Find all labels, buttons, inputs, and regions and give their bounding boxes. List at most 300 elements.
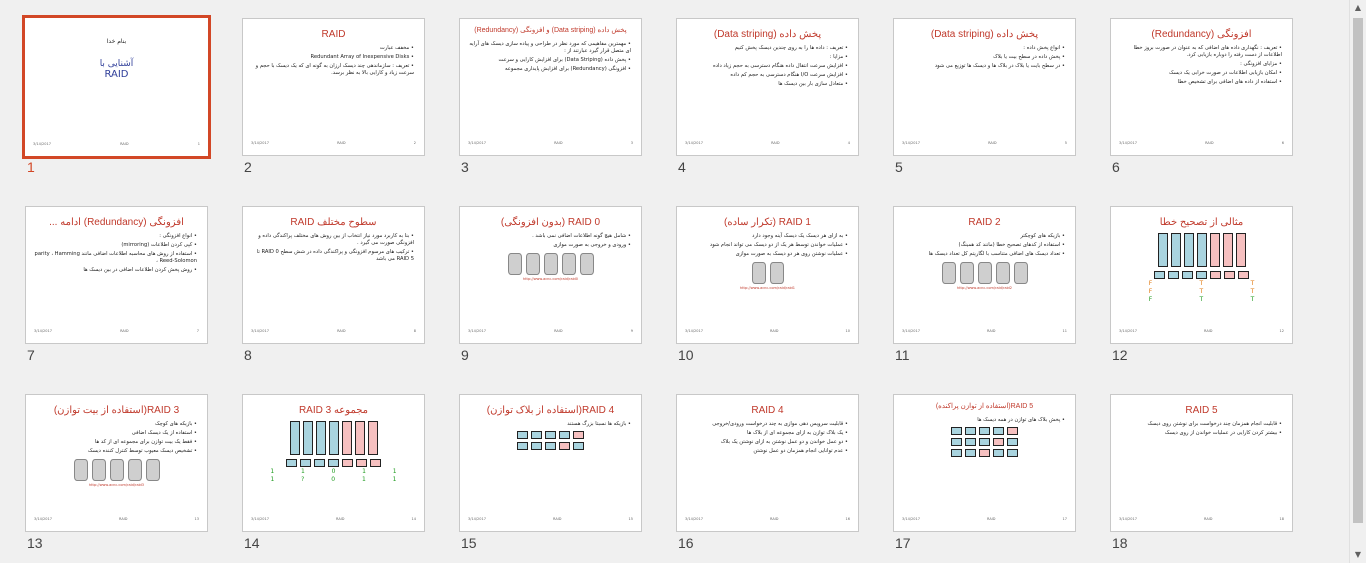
slide-footer <box>685 141 850 147</box>
slide-number: 11 <box>895 347 910 363</box>
slide-preview[interactable] <box>893 206 1076 344</box>
slide-bullets <box>902 45 1065 70</box>
slide-number: 5 <box>895 159 903 175</box>
slide-footer <box>685 329 850 335</box>
block-cell <box>1007 449 1018 457</box>
slide-text: آشنایی با <box>99 59 134 69</box>
slide-preview[interactable] <box>676 18 859 156</box>
slide-preview[interactable] <box>22 15 211 159</box>
block-cell <box>517 442 528 450</box>
bullet-text: • ورودی و خروجی به صورت موازی <box>468 242 631 249</box>
bullet-text: • بازیکه ها نسبتا بزرگ هستند <box>468 421 631 428</box>
source-link: http://www.acnc.com/raid/raid1 <box>739 286 796 290</box>
slide-bullets <box>34 421 197 455</box>
disk-icon <box>508 253 522 275</box>
bit-value: 1 <box>270 476 275 483</box>
slide-number: 7 <box>27 347 35 363</box>
slide-footer <box>902 329 1067 335</box>
slide-thumbnail-11[interactable] <box>893 206 1078 366</box>
slide-number: 18 <box>1112 535 1128 551</box>
block-row <box>460 442 641 450</box>
slide-thumbnail-15[interactable] <box>459 394 644 554</box>
slide-thumbnail-13[interactable] <box>25 394 210 554</box>
bit-value: 0 <box>331 476 336 483</box>
block-cell <box>979 438 990 446</box>
disk-icon <box>978 262 992 284</box>
slide-preview[interactable] <box>25 206 208 344</box>
slide-title: RAID 5(استفاده از توازن پراکنده) <box>935 403 1034 410</box>
disk-icon <box>996 262 1010 284</box>
block-cell <box>1182 271 1193 279</box>
footer-date: 3/14/2017 <box>685 141 703 145</box>
bit-value: 0 <box>331 468 336 475</box>
block-cell <box>356 459 367 467</box>
block-cell <box>1154 271 1165 279</box>
block-cell <box>951 427 962 435</box>
bullet-text: • پخش بلاک های توازن در همه دیسک ها <box>902 417 1065 424</box>
scroll-up-icon[interactable]: ▲ <box>1354 3 1362 12</box>
slide-preview[interactable] <box>676 394 859 532</box>
bit-row <box>257 476 410 483</box>
block-diagram <box>243 421 424 455</box>
slide-number: 10 <box>678 347 694 363</box>
slide-preview[interactable] <box>459 206 642 344</box>
slide-text: RAID <box>104 69 129 80</box>
slide-footer <box>468 141 633 147</box>
block-cell <box>1224 271 1235 279</box>
disk-icon <box>544 253 558 275</box>
slide-thumbnail-1[interactable] <box>25 18 210 178</box>
bullet-text: • مهمترین مفاهیمی که مورد نظر در طراحی و پیاده سازی دیسک های آرایه ای متصل قرار گیرد عبارتند از : <box>468 41 631 55</box>
footer-date: 3/14/2017 <box>468 329 486 333</box>
slide-thumbnail-14[interactable] <box>242 394 427 554</box>
bullet-text: • تعریف : داده ها را به روی چندین دیسک پخش کنیم <box>685 45 848 52</box>
bullet-text: • بازیکه های کوچکتر <box>902 233 1065 240</box>
disk-column <box>1236 233 1246 267</box>
slide-thumbnail-7[interactable] <box>25 206 210 366</box>
slide-number: 9 <box>461 347 469 363</box>
bullet-text: • بازیکه های کوچک <box>34 421 197 428</box>
source-link: http://www.acnc.com/raid/raid0 <box>522 277 579 281</box>
slide-footer <box>468 517 633 523</box>
disk-icon <box>942 262 956 284</box>
disk-icon <box>770 262 784 284</box>
block-cell <box>314 459 325 467</box>
slide-footer <box>33 142 200 148</box>
truth-value: T <box>1250 280 1255 287</box>
slide-preview[interactable] <box>676 206 859 344</box>
footer-center: RAID <box>771 141 780 145</box>
block-cell <box>573 442 584 450</box>
slide-preview[interactable] <box>242 18 425 156</box>
bit-value: 1 <box>362 468 366 475</box>
bullet-text: • استفاده از یک دیسک اضافی <box>34 430 197 437</box>
bullet-text: • تعریف : نگهداری داده های اضافی که به عنوان در صورت بروز خطا اطلاعات از دست رفته را دوباره بازیابی کرد. <box>1119 45 1282 59</box>
footer-page: 7 <box>196 329 199 333</box>
bullet-text: • مخفف عبارت <box>251 45 414 52</box>
disk-icon <box>128 459 142 481</box>
block-cell <box>951 449 962 457</box>
bit-row <box>257 468 410 475</box>
footer-page: 11 <box>1062 329 1067 333</box>
block-cell <box>979 449 990 457</box>
block-cell <box>1196 271 1207 279</box>
block-cell <box>370 459 381 467</box>
slide-thumbnail-18[interactable] <box>1110 394 1295 554</box>
block-cell <box>328 459 339 467</box>
slide-thumbnail-17[interactable] <box>893 394 1078 554</box>
slide-preview[interactable] <box>459 394 642 532</box>
truth-row <box>1125 288 1278 295</box>
slide-bullets <box>902 417 1065 424</box>
footer-page: 1 <box>197 142 200 146</box>
bullet-text: • عدم توانایی انجام همزمان دو عمل نوشتن <box>685 448 848 455</box>
disk-icon <box>526 253 540 275</box>
slide-preview[interactable] <box>893 394 1076 532</box>
slide-preview[interactable] <box>1110 394 1293 532</box>
slide-footer <box>902 141 1067 147</box>
truth-value: F <box>1148 280 1153 287</box>
bullet-text: • تعداد دیسک های اضافی متناسب با لگاریتم کل تعداد دیسک ها <box>902 251 1065 258</box>
slide-number: 4 <box>678 159 686 175</box>
footer-date: 3/14/2017 <box>468 517 486 521</box>
bullet-text: • افزایش سرعت I/O هنگام دسترسی به حجم کم داده <box>685 72 848 79</box>
bullet-text: • روش پخش کردن اطلاعات اضافی در بین دیسک ها <box>34 267 197 274</box>
block-cell <box>993 427 1004 435</box>
bullet-text: • یک بلاک توازن به ازای مجموعه ای از بلاک ها <box>685 430 848 437</box>
footer-center: RAID <box>554 141 563 145</box>
block-row <box>460 431 641 439</box>
disk-column <box>1210 233 1220 267</box>
bullet-text: • استفاده از روش های محاسبه اطلاعات اضافی مانند parity ، Hamming ، Reed-Solomon <box>34 251 197 265</box>
footer-date: 3/14/2017 <box>902 329 920 333</box>
footer-center: RAID <box>554 329 563 333</box>
footer-center: RAID <box>337 329 346 333</box>
footer-date: 3/14/2017 <box>251 141 269 145</box>
bullet-text: • عملیات نوشتن روی هر دو دیسک به صورت موازی <box>685 251 848 258</box>
bullet-text: • فقط یک بیت توازن برای مجموعه ای از کد ها <box>34 439 197 446</box>
slide-preview[interactable] <box>893 18 1076 156</box>
scroll-down-icon[interactable]: ▼ <box>1354 550 1362 559</box>
disk-icon <box>92 459 106 481</box>
block-cell <box>286 459 297 467</box>
footer-date: 3/14/2017 <box>902 517 920 521</box>
footer-center: RAID <box>1204 329 1213 333</box>
footer-page: 18 <box>1279 517 1284 521</box>
block-cell <box>531 431 542 439</box>
slide-thumbnail-3[interactable] <box>459 18 644 178</box>
block-cell <box>1238 271 1249 279</box>
disk-column <box>1158 233 1168 267</box>
block-cell <box>559 431 570 439</box>
slide-bullets <box>34 233 197 274</box>
disk-column <box>1223 233 1233 267</box>
slide-thumbnail-16[interactable] <box>676 394 861 554</box>
bullet-text: • انواع افزونگی : <box>34 233 197 240</box>
bullet-text: • افزایش سرعت انتقال داده هنگام دسترسی به حجم زیاد داده <box>685 63 848 70</box>
footer-center: RAID <box>119 517 128 521</box>
slide-thumbnail-8[interactable] <box>242 206 427 366</box>
slide-number: 15 <box>461 535 477 551</box>
block-cell <box>300 459 311 467</box>
footer-page: 12 <box>1279 329 1284 333</box>
bullet-text: • قابلیت سرویس دهی موازی به چند درخواست ورودی/خروجی <box>685 421 848 428</box>
footer-date: 3/14/2017 <box>1119 329 1137 333</box>
slide-number: 3 <box>461 159 469 175</box>
bullet-text: • به ازای هر دیسک یک دیسک آینه وجود دارد <box>685 233 848 240</box>
footer-center: RAID <box>988 141 997 145</box>
block-cell <box>573 431 584 439</box>
slide-thumbnail-10[interactable] <box>676 206 861 366</box>
footer-date: 3/14/2017 <box>251 329 269 333</box>
bullet-text: • شامل هیچ گونه اطلاعات اضافی نمی باشد . <box>468 233 631 240</box>
slide-number: 1 <box>27 159 35 175</box>
bullet-text: • بیشتر کردن کارایی در عملیات خواندن از روی دیسک <box>1119 430 1282 437</box>
slide-title: افزونگی (Redundancy) ادامه ... <box>49 217 184 228</box>
footer-page: 2 <box>413 141 416 145</box>
slide-title: پخش داده (Data striping) <box>713 29 822 40</box>
footer-date: 3/14/2017 <box>34 329 52 333</box>
footer-center: RAID <box>987 329 996 333</box>
footer-center: RAID <box>987 517 996 521</box>
slide-bullets <box>468 421 631 428</box>
slide-thumbnail-2[interactable] <box>242 18 427 178</box>
bullet-text: • تشخیص دیسک معیوب توسط کنترل کننده دیسک <box>34 448 197 455</box>
slide-thumbnail-12[interactable] <box>1110 206 1295 366</box>
bit-value: ? <box>301 476 305 483</box>
bullet-text: • امکان بازیابی اطلاعات در صورت خرابی یک دیسک <box>1119 70 1282 77</box>
block-row <box>894 438 1075 446</box>
footer-center: RAID <box>1204 517 1213 521</box>
bit-value: 1 <box>392 468 397 475</box>
footer-center: RAID <box>120 329 129 333</box>
footer-date: 3/14/2017 <box>33 142 51 146</box>
disk-column <box>368 421 378 455</box>
slide-bullets <box>1119 421 1282 437</box>
disk-column <box>1184 233 1194 267</box>
slide-title: RAID 0 (بدون افزونگی) <box>500 217 601 228</box>
bullet-text: • افزونگی (Redundancy) برای افزایش پایداری مجموعه <box>468 66 631 73</box>
footer-date: 3/14/2017 <box>685 517 703 521</box>
bullet-text: • مزایا : <box>685 54 848 61</box>
footer-page: 5 <box>1064 141 1067 145</box>
slide-footer <box>1119 141 1284 147</box>
block-cell <box>965 438 976 446</box>
disk-column <box>303 421 313 455</box>
bit-value: 1 <box>361 476 366 483</box>
slide-bullets <box>902 233 1065 258</box>
slide-footer <box>1119 329 1284 335</box>
slide-title: RAID 2 <box>968 217 1001 228</box>
scroll-thumb[interactable] <box>1353 18 1363 523</box>
footer-page: 17 <box>1062 517 1067 521</box>
bullet-text: • استفاده از کدهای تصحیح خطا (مانند کد همینگ) <box>902 242 1065 249</box>
footer-page: 14 <box>411 517 416 521</box>
slide-title: RAID 4 <box>751 405 784 416</box>
block-row <box>1111 271 1292 279</box>
block-row <box>894 449 1075 457</box>
footer-date: 3/14/2017 <box>1119 141 1137 145</box>
slide-thumbnail-4[interactable] <box>676 18 861 178</box>
disk-icon <box>580 253 594 275</box>
footer-page: 10 <box>845 329 850 333</box>
slide-number: 17 <box>895 535 911 551</box>
bullet-text: • Redundant Array of Inexpensive Disks <box>251 54 414 61</box>
disk-icon <box>110 459 124 481</box>
footer-page: 16 <box>845 517 850 521</box>
slide-footer <box>251 141 416 147</box>
block-cell <box>545 431 556 439</box>
slide-bullets <box>251 233 414 263</box>
slide-title: پخش داده (Data striping) <box>930 29 1039 40</box>
truth-row <box>1125 280 1278 287</box>
block-cell <box>531 442 542 450</box>
disk-column <box>329 421 339 455</box>
slide-bullets <box>685 421 848 455</box>
bullet-text: • کپی کردن اطلاعات (mirroring) <box>34 242 197 249</box>
disk-icon <box>960 262 974 284</box>
block-cell <box>342 459 353 467</box>
slide-number: 6 <box>1112 159 1120 175</box>
slide-title: RAID 5 <box>1185 405 1218 416</box>
block-cell <box>559 442 570 450</box>
slide-preview[interactable] <box>242 394 425 532</box>
footer-center: RAID <box>553 517 562 521</box>
footer-center: RAID <box>336 517 345 521</box>
block-row <box>894 427 1075 435</box>
slide-preview[interactable] <box>459 18 642 156</box>
disk-diagram <box>677 262 858 284</box>
block-cell <box>965 427 976 435</box>
bullet-text: • مزایای افزونگی : <box>1119 61 1282 68</box>
slide-text: بنام خدا <box>106 38 127 45</box>
slide-preview[interactable] <box>25 394 208 532</box>
block-cell <box>517 431 528 439</box>
footer-page: 13 <box>194 517 199 521</box>
slide-number: 14 <box>244 535 260 551</box>
footer-date: 3/14/2017 <box>34 517 52 521</box>
footer-page: 8 <box>413 329 416 333</box>
slide-footer <box>902 517 1067 523</box>
footer-page: 3 <box>630 141 633 145</box>
disk-column <box>290 421 300 455</box>
disk-diagram <box>26 459 207 481</box>
slide-preview[interactable] <box>242 206 425 344</box>
footer-page: 6 <box>1281 141 1284 145</box>
block-cell <box>1007 427 1018 435</box>
disk-icon <box>1014 262 1028 284</box>
footer-page: 4 <box>847 141 850 145</box>
disk-column <box>1197 233 1207 267</box>
slide-preview[interactable] <box>1110 18 1293 156</box>
footer-date: 3/14/2017 <box>685 329 703 333</box>
footer-center: RAID <box>770 517 779 521</box>
bullet-text: • پخش داده در سطح بیت یا بلاک <box>902 54 1065 61</box>
truth-row <box>1125 296 1278 303</box>
truth-value: T <box>1250 296 1255 303</box>
bit-value: 1 <box>392 476 397 483</box>
slide-thumbnail-6[interactable] <box>1110 18 1295 178</box>
slide-footer <box>685 517 850 523</box>
slide-preview[interactable] <box>1110 206 1293 344</box>
footer-center: RAID <box>337 141 346 145</box>
block-cell <box>951 438 962 446</box>
block-cell <box>993 449 1004 457</box>
truth-value: F <box>1148 288 1153 295</box>
vertical-scrollbar[interactable] <box>1349 0 1366 563</box>
block-cell <box>1007 438 1018 446</box>
slide-footer <box>1119 517 1284 523</box>
disk-column <box>316 421 326 455</box>
disk-icon <box>146 459 160 481</box>
bullet-text: • در سطح بایت یا بلاک در بلاک ها و دیسک ها توزیع می شود <box>902 63 1065 70</box>
bullet-text: • متعادل سازی بار بین دیسک ها <box>685 81 848 88</box>
disk-icon <box>752 262 766 284</box>
slide-title: RAID <box>321 29 346 40</box>
disk-column <box>355 421 365 455</box>
slide-title: پخش داده (Data striping) و افزونگی (Redundancy) <box>474 27 627 34</box>
footer-center: RAID <box>1205 141 1214 145</box>
footer-center: RAID <box>120 142 129 146</box>
bullet-text: • استفاده از داده های اضافی برای تشخیص خطا <box>1119 79 1282 86</box>
footer-date: 3/14/2017 <box>468 141 486 145</box>
slide-title: RAID 4(استفاده از بلاک توازن) <box>486 405 615 416</box>
slide-footer <box>468 329 633 335</box>
disk-column <box>342 421 352 455</box>
slide-footer <box>34 329 199 335</box>
slide-footer <box>34 517 199 523</box>
block-cell <box>965 449 976 457</box>
footer-date: 3/14/2017 <box>1119 517 1137 521</box>
slide-bullets <box>468 233 631 249</box>
block-diagram <box>1111 233 1292 267</box>
slide-thumbnail-9[interactable] <box>459 206 644 366</box>
slide-thumbnail-5[interactable] <box>893 18 1078 178</box>
footer-center: RAID <box>770 329 779 333</box>
disk-diagram <box>460 253 641 275</box>
slide-bullets <box>251 45 414 77</box>
slide-number: 13 <box>27 535 43 551</box>
slide-title: افزونگی (Redundancy) <box>1151 29 1252 40</box>
slide-number: 12 <box>1112 347 1128 363</box>
bullet-text: • تعریف : سازماندهی چند دیسک ارزان به گونه ای که یک دیسک با حجم و سرعت زیاد و کارایی بالا به نظر برسد. <box>251 63 414 77</box>
block-cell <box>1210 271 1221 279</box>
slide-bullets <box>685 45 848 88</box>
slide-title: سطوح مختلف RAID <box>290 217 377 228</box>
footer-date: 3/14/2017 <box>251 517 269 521</box>
truth-value: T <box>1199 288 1204 295</box>
slide-bullets <box>685 233 848 258</box>
block-cell <box>993 438 1004 446</box>
slide-title: مثالی از تصحیح خطا <box>1159 217 1244 228</box>
truth-value: T <box>1199 280 1204 287</box>
slide-title: RAID 3(استفاده از بیت توازن) <box>53 405 180 416</box>
slide-bullets <box>468 41 631 73</box>
bullet-text: • انواع پخش داده : <box>902 45 1065 52</box>
block-cell <box>979 427 990 435</box>
bit-value: 1 <box>300 468 305 475</box>
block-cell <box>1168 271 1179 279</box>
truth-value: T <box>1250 288 1255 295</box>
footer-page: 9 <box>630 329 633 333</box>
disk-icon <box>74 459 88 481</box>
source-link: http://www.acnc.com/raid/raid3 <box>88 483 145 487</box>
bullet-text: • دو عمل خواندن و دو عمل نوشتن به ازای نوشتن یک بلاک <box>685 439 848 446</box>
truth-value: F <box>1148 296 1153 303</box>
block-row <box>243 459 424 467</box>
slide-number: 2 <box>244 159 252 175</box>
slide-number: 8 <box>244 347 252 363</box>
